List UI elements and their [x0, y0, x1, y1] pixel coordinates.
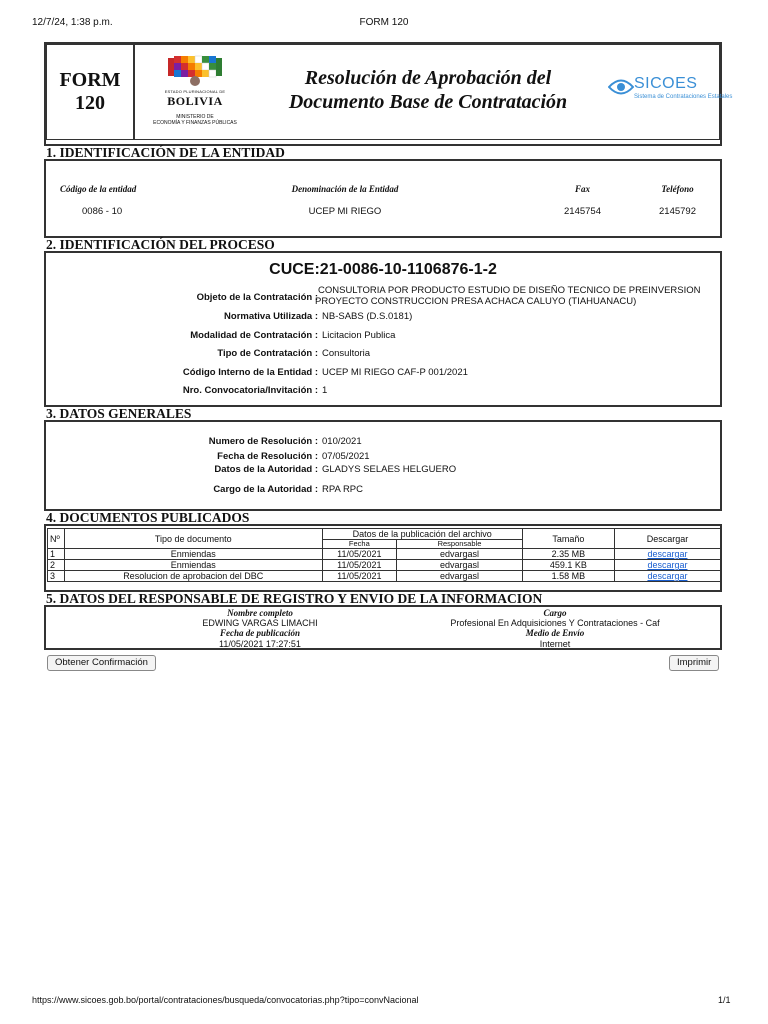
- autoridad-label: Datos de la Autoridad :: [214, 464, 318, 475]
- form-number: 120: [75, 92, 105, 114]
- autoridad-value: GLADYS SELAES HELGUERO: [322, 464, 457, 475]
- entity-phone: 2145792: [659, 206, 696, 217]
- h-fecha-publicacion: Fecha de publicación: [220, 628, 300, 638]
- logo-ministry-line2: ECONOMÍA Y FINANZAS PÚBLICAS: [153, 120, 237, 126]
- row-responsable: edvargasl: [397, 549, 523, 560]
- convocatoria-label: Nro. Convocatoria/Invitación :: [182, 385, 318, 396]
- normativa-label: Normativa Utilizada :: [224, 311, 318, 322]
- section1-title: 1. IDENTIFICACIÓN DE LA ENTIDAD: [44, 144, 722, 161]
- row-fecha: 11/05/2021: [322, 549, 397, 560]
- row-num: 2: [48, 560, 65, 571]
- print-url: https://www.sicoes.gob.bo/portal/contrataciones/busqueda/convocatorias.php?tipo=convNacional: [32, 995, 419, 1005]
- row-num: 1: [48, 549, 65, 560]
- th-datos: Datos de la publicación del archivo: [322, 529, 522, 540]
- table-row: [48, 571, 721, 582]
- h-fax: Fax: [574, 184, 590, 194]
- th-num: Nº: [48, 529, 65, 549]
- entity-fax: 2145754: [564, 206, 601, 217]
- tipo-value: Consultoria: [322, 348, 371, 359]
- page-title: [246, 66, 610, 114]
- h-phone: Teléfono: [661, 184, 694, 194]
- row-fecha: 11/05/2021: [322, 560, 397, 571]
- row-responsable: edvargasl: [397, 560, 523, 571]
- cargo-autoridad-value: RPA RPC: [322, 484, 364, 495]
- objeto-label: Objeto de la Contratación :: [196, 292, 318, 303]
- form-label: FORM: [59, 69, 121, 91]
- normativa-value: NB-SABS (D.S.0181): [322, 311, 413, 322]
- th-tamano: Tamaño: [522, 529, 614, 549]
- sicoes-eye-icon: [608, 76, 634, 98]
- row-tamano: 459.1 KB: [522, 560, 614, 571]
- cargo-autoridad-label: Cargo de la Autoridad :: [213, 484, 318, 495]
- h-nombre-completo: Nombre completo: [227, 608, 293, 618]
- section2-title: 2. IDENTIFICACIÓN DEL PROCESO: [44, 236, 722, 253]
- h-entity-code: Código de la entidad: [60, 184, 137, 194]
- download-link[interactable]: descargar: [647, 560, 688, 570]
- sicoes-logo: [608, 74, 733, 106]
- sicoes-brand: SICOES: [634, 75, 698, 92]
- medio-envio: Internet: [539, 639, 571, 649]
- print-title: FORM 120: [359, 17, 409, 28]
- table-row: [48, 560, 721, 571]
- documents-table: [47, 528, 721, 582]
- row-tipo: Resolucion de aprobacion del DBC: [64, 571, 322, 582]
- objeto-line1: CONSULTORIA POR PRODUCTO ESTUDIO DE DISEÑO TECNICO DE PREINVERSION: [318, 285, 701, 296]
- responsable-cargo: Profesional En Adquisiciones Y Contrataciones - Caf: [450, 618, 660, 628]
- section4-title: 4. DOCUMENTOS PUBLICADOS: [44, 509, 722, 526]
- logo-country-text: BOLIVIA: [167, 94, 223, 108]
- section3-title: 3. DATOS GENERALES: [44, 405, 722, 422]
- print-datetime: 12/7/24, 1:38 p.m.: [32, 17, 113, 28]
- wiphala-emblem-icon: [160, 52, 230, 88]
- row-tamano: 2.35 MB: [522, 549, 614, 560]
- row-download-cell: [614, 571, 720, 582]
- responsable-nombre: EDWING VARGAS LIMACHI: [202, 618, 318, 628]
- cuce-code: CUCE:21-0086-10-1106876-1-2: [269, 261, 497, 278]
- row-tipo: Enmiendas: [64, 560, 322, 571]
- entity-name: UCEP MI RIEGO: [308, 206, 382, 217]
- form-number-box: [46, 44, 134, 140]
- th-fecha: Fecha: [322, 540, 397, 549]
- row-num: 3: [48, 571, 65, 582]
- h-entity-name: Denominación de la Entidad: [291, 184, 399, 194]
- section5-title: 5. DATOS DEL RESPONSABLE DE REGISTRO Y ENVIO DE LA INFORMACION: [44, 590, 722, 607]
- download-link[interactable]: descargar: [647, 549, 688, 559]
- row-responsable: edvargasl: [397, 571, 523, 582]
- row-tipo: Enmiendas: [64, 549, 322, 560]
- row-fecha: 11/05/2021: [322, 571, 397, 582]
- confirm-button[interactable]: Obtener Confirmación: [47, 655, 156, 671]
- h-cargo: Cargo: [543, 608, 567, 618]
- tipo-label: Tipo de Contratación :: [217, 348, 318, 359]
- print-page-number: 1/1: [718, 995, 731, 1005]
- th-responsable: Responsable: [397, 540, 523, 549]
- bolivia-logo: [150, 52, 240, 132]
- entity-code: 0086 - 10: [82, 206, 123, 217]
- fecha-publicacion: 11/05/2021 17:27:51: [219, 639, 301, 649]
- modalidad-value: Licitacion Publica: [322, 330, 396, 341]
- codigo-interno-label: Código Interno de la Entidad :: [182, 367, 318, 378]
- row-download-cell: [614, 560, 720, 571]
- row-tamano: 1.58 MB: [522, 571, 614, 582]
- num-resolucion-label: Numero de Resolución :: [208, 436, 318, 447]
- table-row: [48, 549, 721, 560]
- fecha-resolucion-value: 07/05/2021: [322, 451, 370, 462]
- logo-ministry-line1: MINISTERIO DE: [176, 114, 214, 120]
- h-medio-envio: Medio de Envío: [525, 628, 585, 638]
- modalidad-label: Modalidad de Contratación :: [190, 330, 318, 341]
- fecha-resolucion-label: Fecha de Resolución :: [217, 451, 318, 462]
- download-link[interactable]: descargar: [647, 571, 688, 581]
- title-line2: Documento Base de Contratación: [288, 91, 568, 113]
- num-resolucion-value: 010/2021: [322, 436, 362, 447]
- objeto-line2: PROYECTO CONSTRUCCION PRESA ACHACA CALUYO (TIAHUANACU): [315, 296, 637, 307]
- print-button[interactable]: Imprimir: [669, 655, 719, 671]
- convocatoria-value: 1: [322, 385, 328, 396]
- row-download-cell: [614, 549, 720, 560]
- logo-state-text: ESTADO PLURINACIONAL DE: [164, 89, 226, 94]
- title-line1: Resolución de Aprobación del: [304, 67, 552, 89]
- sicoes-subtitle: Sistema de Contrataciones Estatales: [634, 94, 733, 100]
- th-tipo: Tipo de documento: [64, 529, 322, 549]
- th-descargar: Descargar: [614, 529, 720, 549]
- codigo-interno-value: UCEP MI RIEGO CAF-P 001/2021: [322, 367, 468, 378]
